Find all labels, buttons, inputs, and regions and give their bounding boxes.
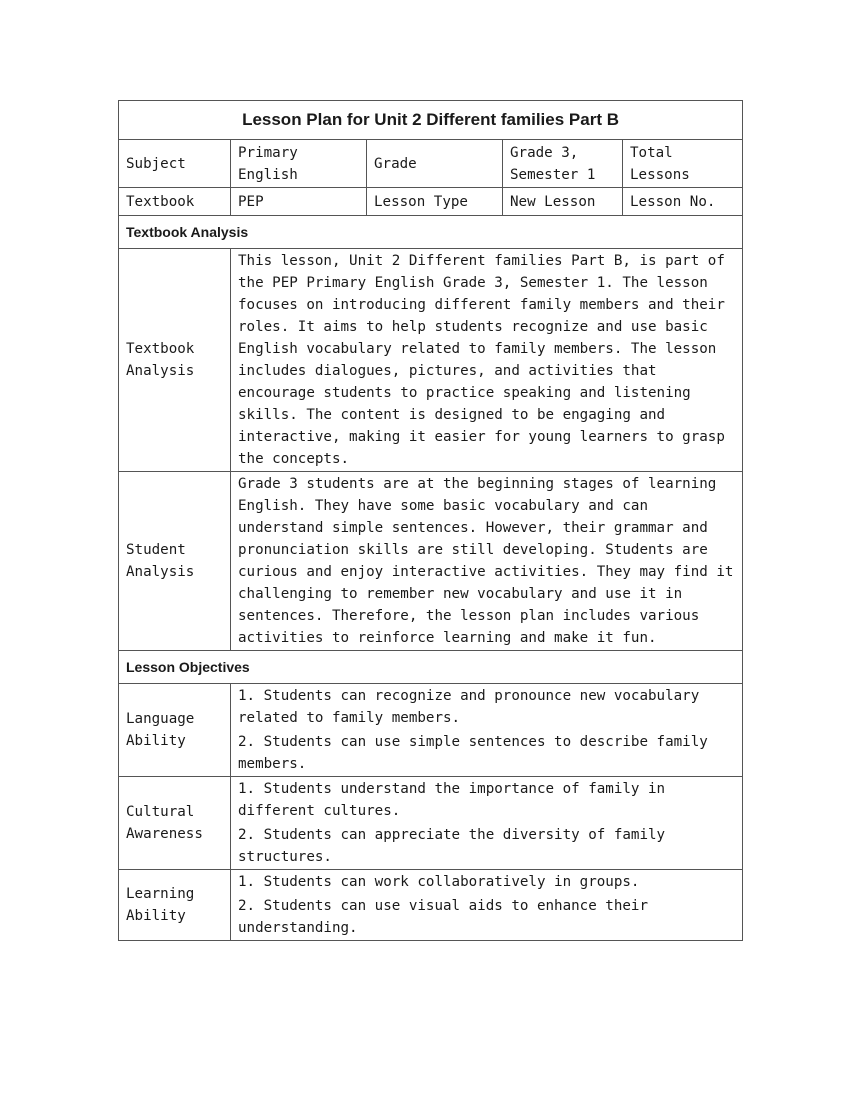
textbook-analysis-text: This lesson, Unit 2 Different families Part B, is part of the PEP Primary English Grade 3, Semester 1. The lesson focuses on introducing different family members and their roles. It aims to help students recognize and use basic English vocabulary related to family members. The lesson includes dialogues, pictures, and activities that encourage students to practice speaking and listening skills. The content is designed to be engaging and interactive, making it easier for young learners to grasp the concepts.: [231, 249, 743, 472]
subject-label: Subject: [119, 140, 231, 188]
section-row-lesson-objectives: [119, 651, 743, 684]
textbook-value: PEP: [231, 188, 367, 216]
student-analysis-row: [119, 472, 743, 651]
total-lessons-label: Total Lessons: [623, 140, 743, 188]
lesson-plan-table: [118, 100, 743, 941]
textbook-analysis-label: Textbook Analysis: [119, 249, 231, 472]
subject-value: Primary English: [231, 140, 367, 188]
section-row-textbook-analysis: [119, 216, 743, 249]
section-heading-lesson-objectives: Lesson Objectives: [119, 651, 743, 684]
learning-ability-row: [119, 870, 743, 941]
grade-value: Grade 3, Semester 1: [503, 140, 623, 188]
cultural-awareness-objectives: [231, 777, 743, 870]
document-title: Lesson Plan for Unit 2 Different families Part B: [119, 101, 743, 140]
objective-item: 2. Students can appreciate the diversity of family structures.: [238, 827, 666, 865]
student-analysis-text: Grade 3 students are at the beginning stages of learning English. They have some basic vocabulary and can understand simple sentences. However, their grammar and pronunciation skills are still developing. Students are curious and enjoy interactive activities. They may find it challenging to remember new vocabulary and use it in sentences. Therefore, the lesson plan includes various activities to reinforce learning and make it fun.: [231, 472, 743, 651]
lesson-type-label: Lesson Type: [367, 188, 503, 216]
objective-item: 1. Students can recognize and pronounce new vocabulary related to family members.: [238, 688, 700, 726]
title-row: [119, 101, 743, 140]
info-row-textbook: [119, 188, 743, 216]
section-heading-textbook-analysis: Textbook Analysis: [119, 216, 743, 249]
language-ability-objectives: [231, 684, 743, 777]
cultural-awareness-label: Cultural Awareness: [119, 777, 231, 870]
textbook-label: Textbook: [119, 188, 231, 216]
cultural-awareness-row: [119, 777, 743, 870]
objective-item: 1. Students can work collaboratively in groups.: [238, 874, 640, 890]
grade-label: Grade: [367, 140, 503, 188]
student-analysis-label: Student Analysis: [119, 472, 231, 651]
learning-ability-label: Learning Ability: [119, 870, 231, 941]
objective-item: 2. Students can use visual aids to enhance their understanding.: [238, 898, 648, 936]
info-row-subject: [119, 140, 743, 188]
lesson-type-value: New Lesson: [503, 188, 623, 216]
language-ability-label: Language Ability: [119, 684, 231, 777]
textbook-analysis-row: [119, 249, 743, 472]
language-ability-row: [119, 684, 743, 777]
lesson-no-label: Lesson No.: [623, 188, 743, 216]
objective-item: 1. Students understand the importance of family in different cultures.: [238, 781, 666, 819]
learning-ability-objectives: [231, 870, 743, 941]
objective-item: 2. Students can use simple sentences to describe family members.: [238, 734, 708, 772]
